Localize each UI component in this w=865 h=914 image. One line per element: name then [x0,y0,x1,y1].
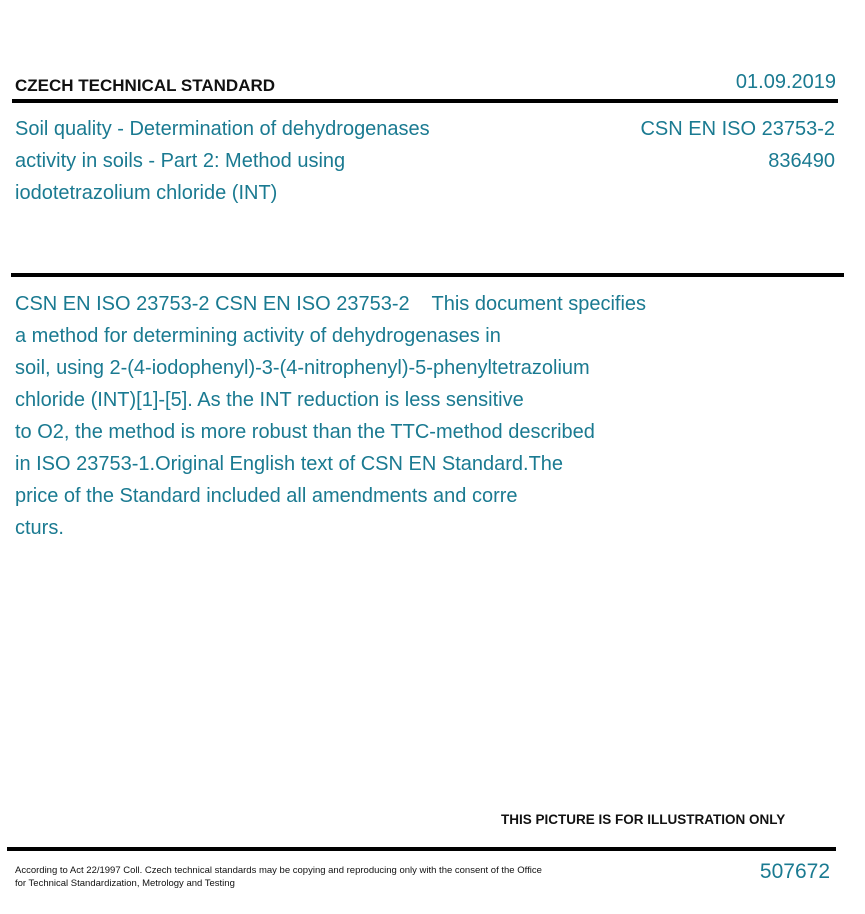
description-line: cturs. [15,517,64,539]
title-line: iodotetrazolium chloride (INT) [15,182,278,204]
publication-date: 01.09.2019 [735,71,836,93]
legal-line: According to Act 22/1997 Coll. Czech technical standards may be copying and reproducing only with the consent of the Office [15,865,542,876]
description-line: CSN EN ISO 23753-2 CSN EN ISO 23753-2 This document specifies [15,293,647,315]
title-line: Soil quality - Determination of dehydrogenases [15,118,430,140]
description [15,288,715,544]
standard-code: CSN EN ISO 23753-2 [640,118,835,140]
legal-line: for Technical Standardization, Metrology and Testing [15,878,235,889]
standard-code-block [640,113,835,177]
illustration-note: THIS PICTURE IS FOR ILLUSTRATION ONLY [501,812,786,827]
description-line: chloride (INT)[1]-[5]. As the INT reduction is less sensitive [15,389,524,411]
header-label: CZECH TECHNICAL STANDARD [15,76,276,95]
top-divider [12,99,838,103]
description-line: price of the Standard included all amendments and corre [15,485,518,507]
middle-divider [11,273,844,277]
title-line: activity in soils - Part 2: Method using [15,150,346,172]
description-line: a method for determining activity of dehydrogenases in [15,325,501,347]
legal-notice [15,864,595,890]
standard-title [15,113,495,209]
description-line: in ISO 23753-1.Original English text of CSN EN Standard.The [15,453,564,475]
description-line: soil, using 2-(4-iodophenyl)-3-(4-nitrophenyl)-5-phenyltetrazolium [15,357,590,379]
bottom-divider [7,847,836,851]
document-number: 507672 [759,860,830,883]
description-line: to O2, the method is more robust than the TTC-method described [15,421,595,443]
catalog-number: 836490 [768,150,835,172]
